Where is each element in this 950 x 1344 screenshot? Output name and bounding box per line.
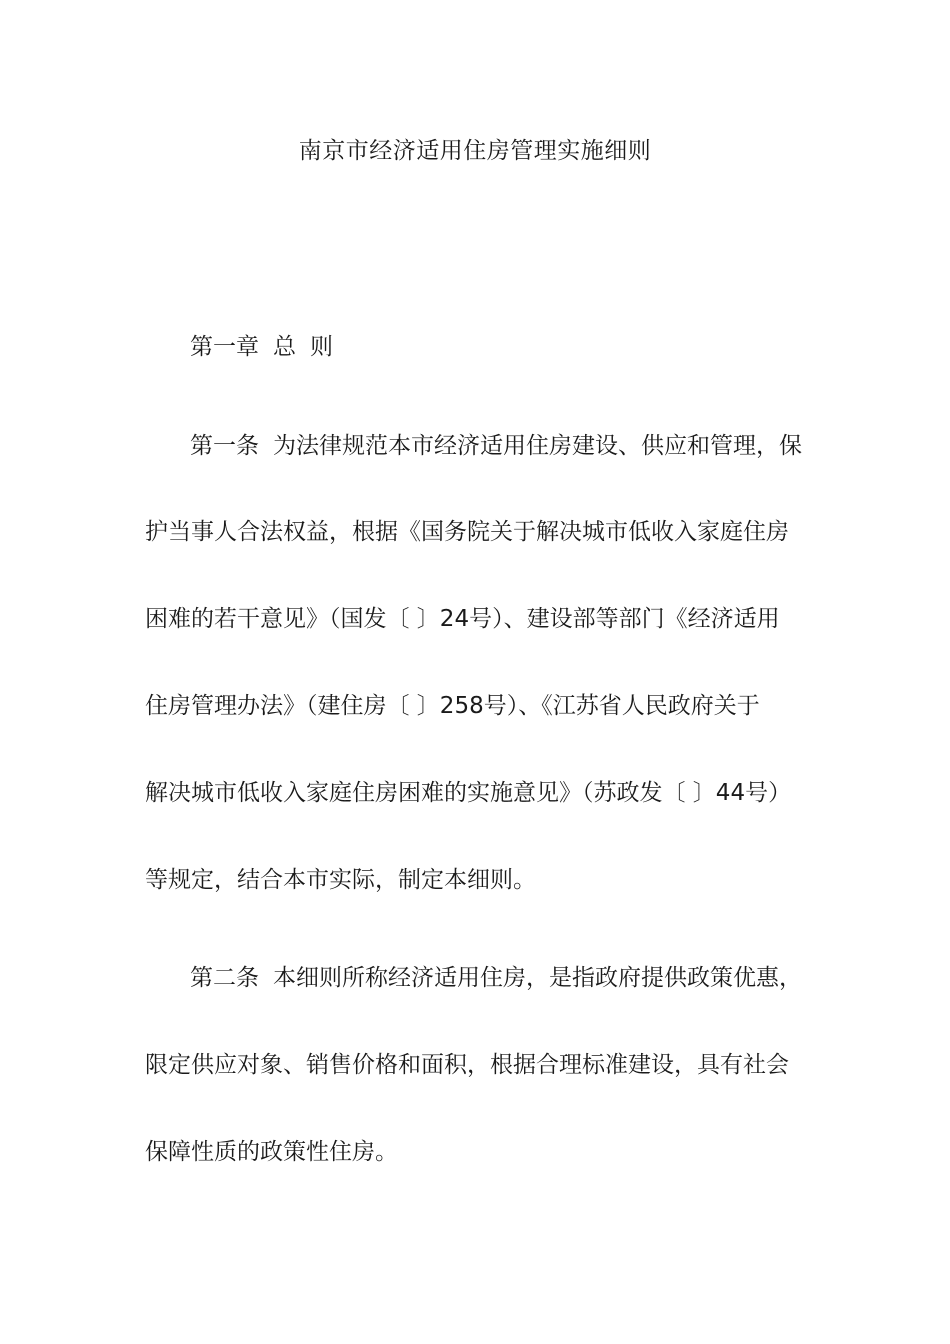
document-title: 南京市经济适用住房管理实施细则 [298, 138, 652, 164]
article-1-first-line [190, 431, 854, 461]
article-2-line-2: 限定供应对象、销售价格和面积，根据合理标准建设，具有社会 [145, 1052, 789, 1078]
article-1-line-1: 为法律规范本市经济适用住房建设、供应和管理，保 [273, 433, 802, 459]
article-2-line-3: 保障性质的政策性住房。 [145, 1139, 398, 1165]
article-1-line-6: 等规定，结合本市实际，制定本细则。 [145, 867, 536, 893]
article-1-label: 第一条 [190, 433, 259, 459]
article-2-first-line [190, 963, 854, 993]
article-1-line-3: 困难的若干意见》（国发〔 〕24号）、建设部等部门《经济适用 [145, 606, 780, 632]
chapter-word-1: 总 [273, 334, 296, 360]
chapter-label: 第一章 [190, 334, 259, 360]
article-1-line-4: 住房管理办法》（建住房〔 〕258号）、《江苏省人民政府关于 [145, 693, 760, 719]
chapter-word-2: 则 [310, 334, 333, 360]
article-1-line-2: 护当事人合法权益，根据《国务院关于解决城市低收入家庭住房 [145, 519, 789, 545]
article-2-label: 第二条 [190, 965, 259, 991]
article-1-line-5: 解决城市低收入家庭住房困难的实施意见》（苏政发〔 〕44号） [145, 780, 792, 806]
chapter-heading [190, 332, 854, 362]
article-2-line-1: 本细则所称经济适用住房，是指政府提供政策优惠， [273, 965, 802, 991]
